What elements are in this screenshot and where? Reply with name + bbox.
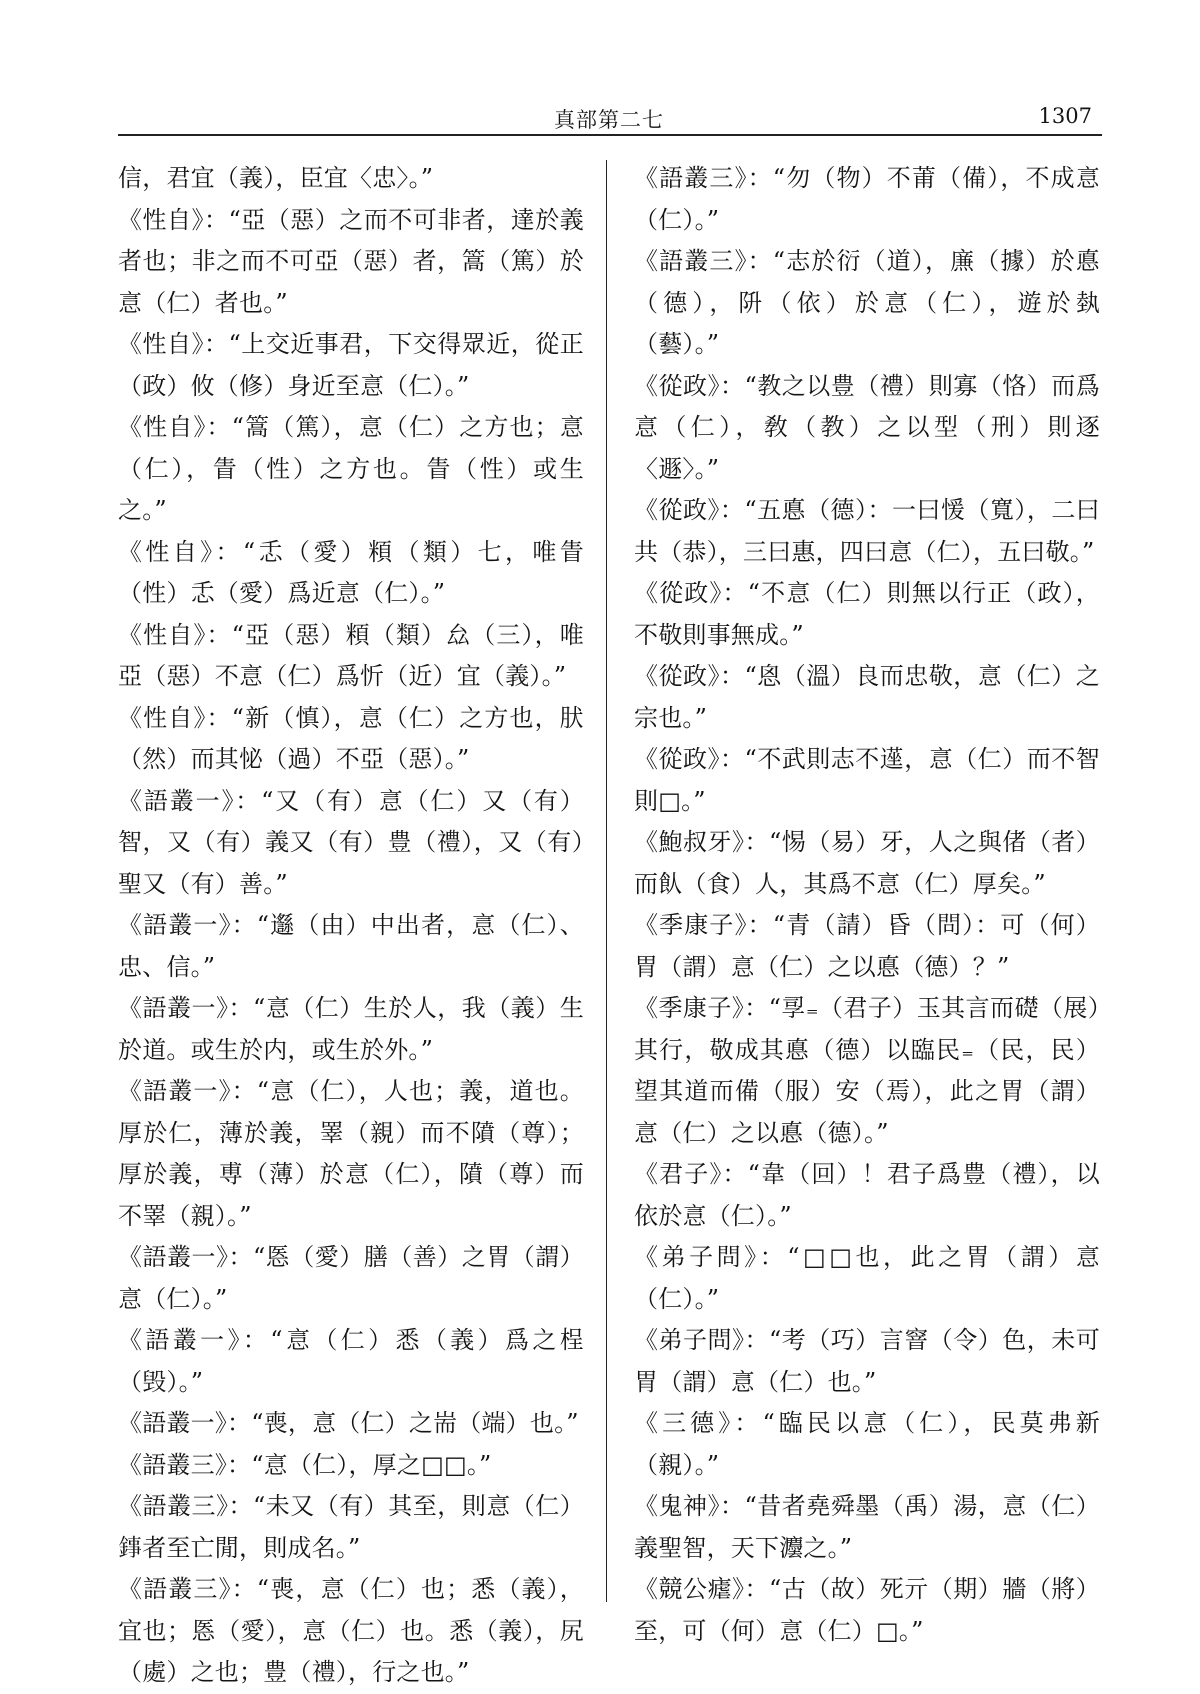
page-number: 1307 [1038, 104, 1092, 128]
entry: 《語叢一》：“喪，悥（仁）之耑（端）也。” [118, 1409, 579, 1437]
entry: 《語叢一》：“悥（仁）悉（義）爲之桯（毁）。” [118, 1326, 584, 1396]
entry: 《君子》：“韋（回）！君子爲豊（禮），以依於悥（仁）。” [634, 1160, 1100, 1230]
entry: 《語叢三》：“志於衍（道），㢘（據）於悳（德），阩（依）於悥（仁），遊於埶（藝）。” [634, 247, 1100, 358]
entry: 《語叢一》：“悘（愛）膳（善）之胃（謂）悥（仁）。” [118, 1243, 584, 1313]
entry: 《競公瘧》：“古（故）死亓（期）牆（將）至，可（何）悥（仁）□。” [634, 1575, 1100, 1645]
entry: 《鮑叔牙》：“惕（易）牙，人之與偖（者）而飤（食）人，其爲不悥（仁）厚矣。” [634, 828, 1100, 898]
entry: 《季康子》：“青（請）昏（問）：可（何）胃（謂）悥（仁）之以悳（德）？” [634, 911, 1100, 981]
header-rule [118, 134, 1102, 136]
entry: 《語叢三》：“勿（物）不莆（備），不成悥（仁）。” [634, 164, 1100, 234]
entry: 《弟子問》：“考（巧）言窨（令）色，未可胃（謂）悥（仁）也。” [634, 1326, 1100, 1396]
entry: 信，君宜（義），臣宜〈忠〉。” [118, 164, 434, 192]
entry: 《性自》：“忎（愛）頪（類）七，唯眚（性）忎（愛）爲近悥（仁）。” [118, 537, 584, 607]
entry: 《語叢三》：“悥（仁），厚之□□。” [118, 1450, 492, 1479]
entry: 《弟子問》：“□□也，此之胃（謂）悥（仁）。” [634, 1243, 1100, 1313]
entry: 《從政》：“不武則志不遳，悥（仁）而不智則□。” [634, 745, 1100, 815]
entry: 《性自》：“新（慎），悥（仁）之方也，肰（然）而其怭（過）不亞（惡）。” [118, 703, 584, 773]
entry: 《三德》：“臨民以悥（仁），民莫弗新（親）。” [634, 1409, 1100, 1479]
entry: 《語叢一》：“又（有）悥（仁）又（有）智，又（有）義又（有）豊（禮），又（有）聖又（有）善。” [118, 786, 584, 898]
entry: 《性自》：“亞（惡）頪（類）厽（三），唯亞（惡）不悥（仁）爲忻（近）宜（義）。” [118, 620, 584, 690]
entry: 《季康子》：“孠₌（君子）玉其言而礎（展）其行，敬成其悳（德）以臨民₌（民，民）望其道而備（服）安（焉），此之胃（謂）悥（仁）之以悳（德）。” [634, 994, 1100, 1147]
entry: 《性自》：“上交近事君，下交得眾近，從正（政）攸（修）身近至悥（仁）。” [118, 330, 584, 400]
entry: 《語叢一》：“悥（仁），人也；義，道也。厚於仁，薄於義，睪（親）而不隫（尊）；厚於義，尃（薄）於悥（仁），隫（尊）而不睪（親）。” [118, 1077, 584, 1230]
entry: 《從政》：“教之以豊（禮）則寡（恪）而爲悥（仁），敎（教）之以型（刑）則逐〈遯〉。” [634, 371, 1100, 483]
entry: 《從政》：“五悳（德）：一曰愋（寬），二曰共（恭），三曰惠，四曰悥（仁），五曰敬。” [634, 496, 1100, 566]
entry: 《性自》：“亞（惡）之而不可非者，達於義者也；非之而不可亞（惡）者，篙（篤）於悥（仁）者也。” [118, 205, 584, 317]
entry: 《性自》：“篙（篤），悥（仁）之方也；悥（仁），眚（性）之方也。眚（性）或生之。” [118, 413, 584, 524]
section-title: 真部第二七 [554, 108, 664, 132]
right-column [634, 158, 1100, 1645]
entry: 《語叢一》：“邎（由）中出者，悥（仁）、忠、信。” [118, 911, 584, 981]
page-header [118, 104, 1100, 134]
entry: 《語叢一》：“悥（仁）生於人，我（義）生於道。或生於内，或生於外。” [118, 994, 584, 1064]
entry: 《從政》：“恖（溫）良而忠敬，悥（仁）之宗也。” [634, 662, 1100, 732]
entry: 《語叢三》：“喪，悥（仁）也；悉（義），宜也；悘（愛），悥（仁）也。悉（義），尻（處）之也；豊（禮），行之也。” [118, 1575, 584, 1686]
entry: 《鬼神》：“昔者堯舜墨（禹）湯，悥（仁）義聖智，天下灋之。” [634, 1492, 1100, 1562]
entry: 《從政》：“不悥（仁）則無以行正（政），不敬則事無成。” [634, 579, 1100, 649]
left-column [118, 158, 584, 1686]
column-divider [606, 160, 607, 1602]
entry: 《語叢三》：“未又（有）其至，則悥（仁）𨧫者至亡閒，則成名。” [118, 1492, 584, 1562]
